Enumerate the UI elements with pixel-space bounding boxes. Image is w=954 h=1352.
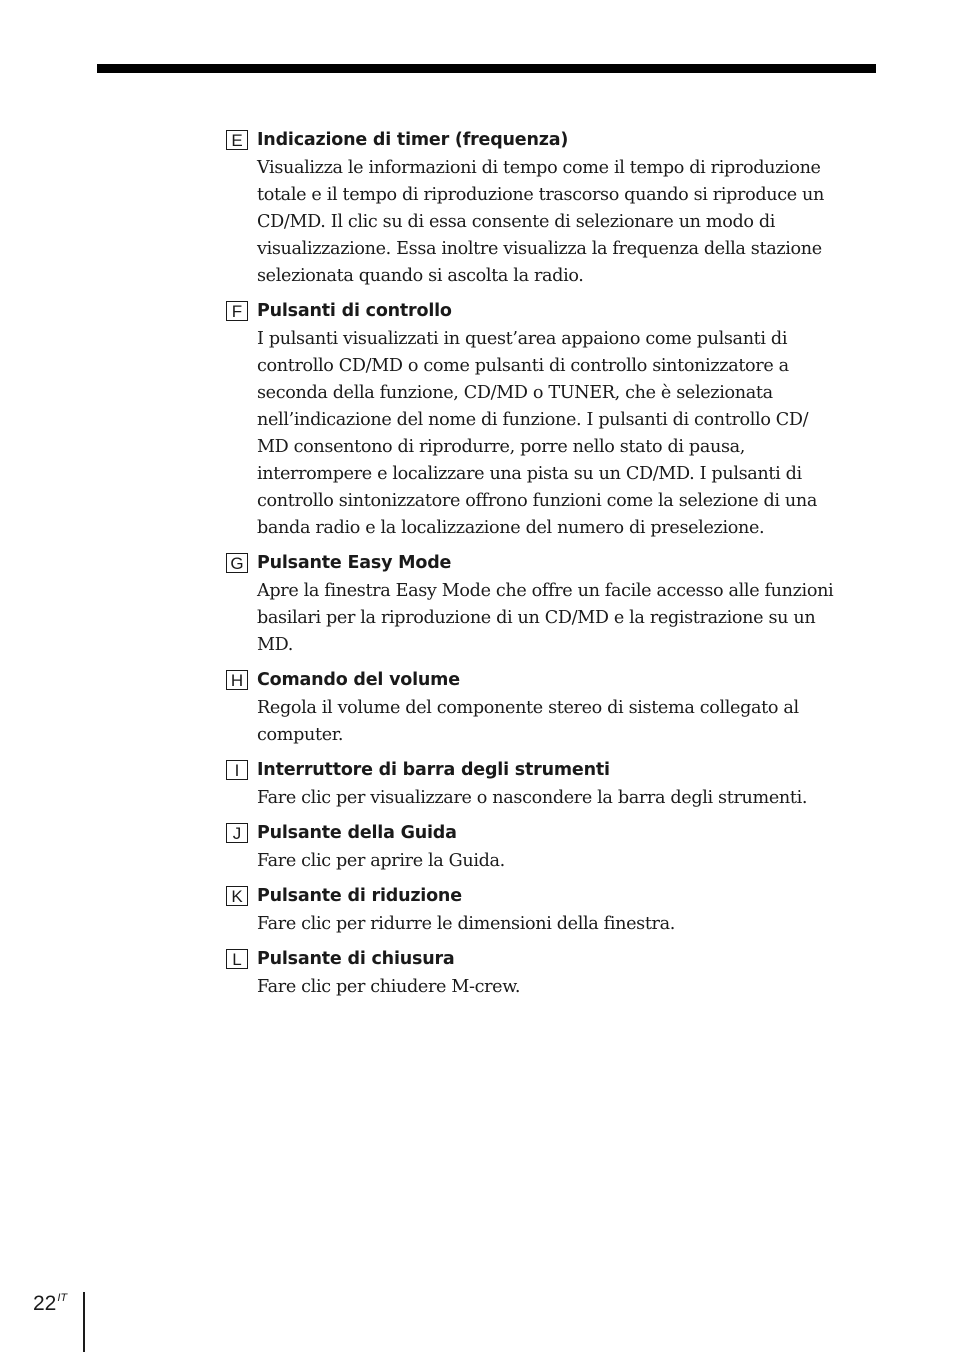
entry-description-line: nell’indicazione del nome di funzione. I pulsanti di controllo CD/	[257, 410, 809, 430]
entry-description-line: Fare clic per ridurre le dimensioni della finestra.	[257, 914, 675, 934]
entry-letter-badge: G	[226, 553, 248, 573]
entry-description-line: Apre la finestra Easy Mode che offre un facile accesso alle funzioni	[257, 581, 834, 601]
entry-item	[226, 821, 876, 875]
entry-title: Comando del volume	[257, 670, 460, 690]
entry-letter-badge: I	[226, 760, 248, 780]
entry-description-line: MD.	[257, 635, 294, 655]
entry-letter-badge: J	[226, 823, 248, 843]
entry-letter-badge: E	[226, 130, 248, 150]
entry-description	[257, 911, 876, 938]
entry-description	[257, 695, 876, 749]
footer-divider	[83, 1292, 85, 1352]
entry-description-line: selezionata quando si ascolta la radio.	[257, 266, 584, 286]
entry-heading	[226, 947, 876, 971]
entry-title: Pulsanti di controllo	[257, 301, 452, 321]
entry-description	[257, 785, 876, 812]
entry-item	[226, 299, 876, 542]
entry-description-line: CD/MD. Il clic su di essa consente di selezionare un modo di	[257, 212, 776, 232]
entry-heading	[226, 821, 876, 845]
entry-description-line: Visualizza le informazioni di tempo come il tempo di riproduzione	[257, 158, 821, 178]
entry-item	[226, 128, 876, 290]
entry-description-line: controllo CD/MD o come pulsanti di controllo sintonizzatore a	[257, 356, 789, 376]
entry-description-line: interrompere e localizzare una pista su un CD/MD. I pulsanti di	[257, 464, 802, 484]
entry-title: Indicazione di timer (frequenza)	[257, 130, 569, 150]
entry-description	[257, 848, 876, 875]
entry-description-line: Fare clic per chiudere M-crew.	[257, 977, 521, 997]
entry-item	[226, 884, 876, 938]
entry-description-line: computer.	[257, 725, 344, 745]
entry-item	[226, 758, 876, 812]
entry-heading	[226, 299, 876, 323]
header-rule	[97, 64, 876, 73]
entry-item	[226, 947, 876, 1001]
page-number	[33, 1284, 67, 1318]
entry-title: Pulsante di riduzione	[257, 886, 462, 906]
entry-heading	[226, 884, 876, 908]
entry-description-line: visualizzazione. Essa inoltre visualizza la frequenza della stazione	[257, 239, 822, 259]
entry-heading	[226, 758, 876, 782]
entry-title: Pulsante di chiusura	[257, 949, 455, 969]
entry-title: Pulsante Easy Mode	[257, 553, 452, 573]
entry-description	[257, 578, 876, 659]
entry-title: Interruttore di barra degli strumenti	[257, 760, 610, 780]
entry-description-line: seconda della funzione, CD/MD o TUNER, che è selezionata	[257, 383, 773, 403]
entry-letter-badge: K	[226, 886, 248, 906]
entry-heading	[226, 668, 876, 692]
entry-letter-badge: F	[226, 301, 248, 321]
entry-description-line: totale e il tempo di riproduzione trascorso quando si riproduce un	[257, 185, 825, 205]
entry-description-line: banda radio e la localizzazione del numero di preselezione.	[257, 518, 765, 538]
entry-description-line: Fare clic per visualizzare o nascondere la barra degli strumenti.	[257, 788, 808, 808]
entry-item	[226, 668, 876, 749]
entry-heading	[226, 128, 876, 152]
entry-item	[226, 551, 876, 659]
entry-letter-badge: L	[226, 949, 248, 969]
entry-list	[226, 128, 876, 1010]
entry-description-line: basilari per la riproduzione di un CD/MD e la registrazione su un	[257, 608, 816, 628]
entry-description	[257, 155, 876, 290]
entry-description	[257, 326, 876, 542]
entry-description-line: controllo sintonizzatore offrono funzioni come la selezione di una	[257, 491, 818, 511]
entry-title: Pulsante della Guida	[257, 823, 457, 843]
entry-description-line: I pulsanti visualizzati in quest’area appaiono come pulsanti di	[257, 329, 788, 349]
entry-description-line: Fare clic per aprire la Guida.	[257, 851, 505, 871]
entry-description-line: MD consentono di riprodurre, porre nello stato di pausa,	[257, 437, 746, 457]
page-language-suffix: IT	[57, 1292, 68, 1304]
entry-letter-badge: H	[226, 670, 248, 690]
page-number-value: 22	[33, 1292, 57, 1315]
entry-description-line: Regola il volume del componente stereo di sistema collegato al	[257, 698, 799, 718]
entry-heading	[226, 551, 876, 575]
entry-description	[257, 974, 876, 1001]
